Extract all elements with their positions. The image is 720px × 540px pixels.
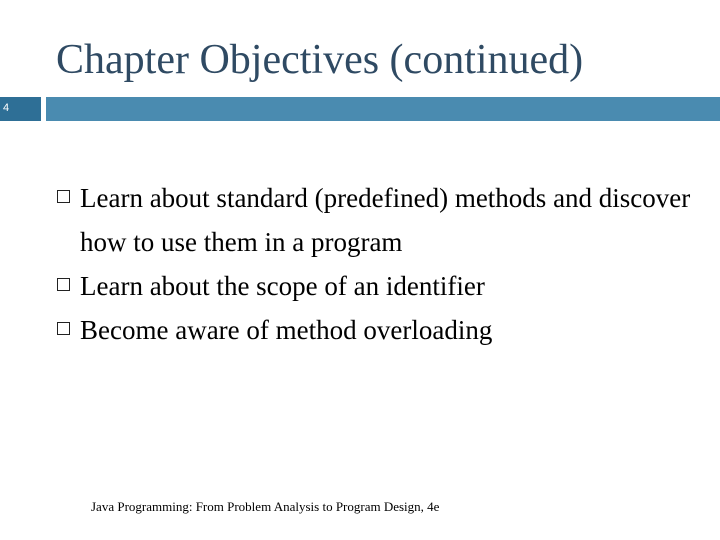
- slide-footer: Java Programming: From Problem Analysis to Program Design, 4e: [91, 499, 440, 514]
- square-outline-icon: [57, 278, 70, 291]
- square-outline-icon: [57, 190, 70, 203]
- bullet-item: [56, 264, 696, 308]
- bullet-item: [56, 308, 696, 352]
- slide-title: Chapter Objectives (continued): [56, 37, 584, 83]
- bullet-text: Become aware of method overloading: [80, 315, 493, 345]
- square-outline-icon: [57, 322, 70, 335]
- bullet-list: [56, 176, 696, 352]
- bullet-text: Learn about standard (predefined) methods and discover how to use them in a program: [80, 183, 691, 257]
- bullet-text: Learn about the scope of an identifier: [80, 271, 485, 301]
- header-band-right: [46, 97, 720, 121]
- slide-number: 4: [3, 102, 10, 114]
- bullet-item: [56, 176, 696, 264]
